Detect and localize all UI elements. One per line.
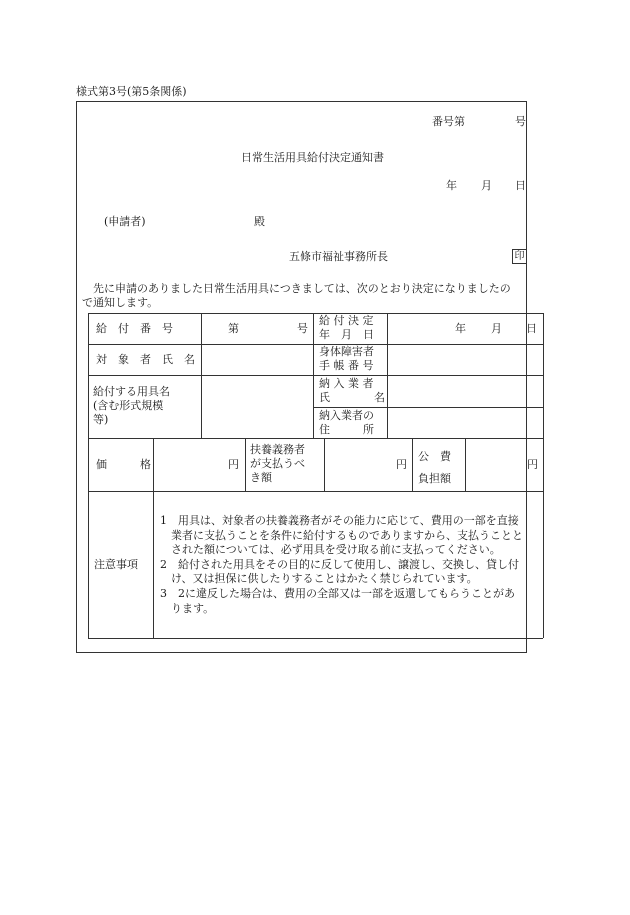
decision-year: 年 xyxy=(455,322,466,335)
decision-date-label: 給 付 決 定 年 月 日 xyxy=(319,314,374,341)
issuer-name: 五條市福祉事務所長 xyxy=(289,250,388,263)
item-name-label: 給付する用具名 (含む形式規模 等) xyxy=(93,385,170,426)
number-prefix: 番号第 xyxy=(432,115,465,128)
note-line: 業者に支払うことを条件に給付するものでありますから、支払うことと xyxy=(160,528,523,542)
document-title: 日常生活用具給付決定通知書 xyxy=(241,151,384,164)
grant-number-prefix: 第 xyxy=(228,322,239,335)
grant-number-suffix: 号 xyxy=(297,322,308,335)
public-burden-label: 公 費 負担額 xyxy=(418,450,451,485)
decision-day: 日 xyxy=(526,322,537,335)
honorific: 殿 xyxy=(254,215,265,228)
note-line: 2 給付された用具をその目的に反して使用し、譲渡し、交換し、貸し付 xyxy=(160,557,519,571)
note-line: ります。 xyxy=(160,601,215,615)
decision-month: 月 xyxy=(491,322,502,335)
intro-line-2: で通知します。 xyxy=(82,296,159,309)
date-month-label: 月 xyxy=(481,179,492,192)
note-line: け、又は担保に供したりすることはかたく禁じられています。 xyxy=(160,572,478,586)
notes-label: 注意事項 xyxy=(94,558,138,571)
note-line: された額については、必ず用具を受け取る前に支払ってください。 xyxy=(160,543,501,557)
note-line: 1 用具は、対象者の扶養義務者がその能力に応じて、費用の一部を直接 xyxy=(160,514,519,527)
guardian-amount-label: 扶養義務者 が支払うべ き額 xyxy=(250,443,305,484)
date-day-label: 日 xyxy=(515,179,526,192)
public-yen: 円 xyxy=(527,458,538,471)
applicant-label: (申請者) xyxy=(104,215,146,228)
subject-name-label: 対 象 者 氏 名 xyxy=(96,353,195,366)
disability-cert-label: 身体障害者 手 帳 番 号 xyxy=(319,345,374,372)
form-label: 様式第3号(第5条関係) xyxy=(76,85,187,98)
grant-number-label: 給 付 番 号 xyxy=(96,322,173,335)
note-line: 3 2に違反した場合は、費用の全部又は一部を返還してもらうことがあ xyxy=(160,586,515,600)
price-label: 価 格 xyxy=(96,458,151,471)
intro-line-1: 先に申請のありました日常生活用具につきましては、次のとおり決定になりましたの xyxy=(93,282,511,295)
notes-list xyxy=(160,514,523,616)
supplier-address-label: 納入業者の 住 所 xyxy=(319,409,374,436)
supplier-name-label: 納 入 業 者 氏 名 xyxy=(319,377,385,404)
seal-mark: 印 xyxy=(512,249,527,264)
guardian-yen: 円 xyxy=(396,458,407,471)
date-year-label: 年 xyxy=(446,179,457,192)
number-suffix: 号 xyxy=(515,115,526,128)
price-yen: 円 xyxy=(228,458,239,471)
